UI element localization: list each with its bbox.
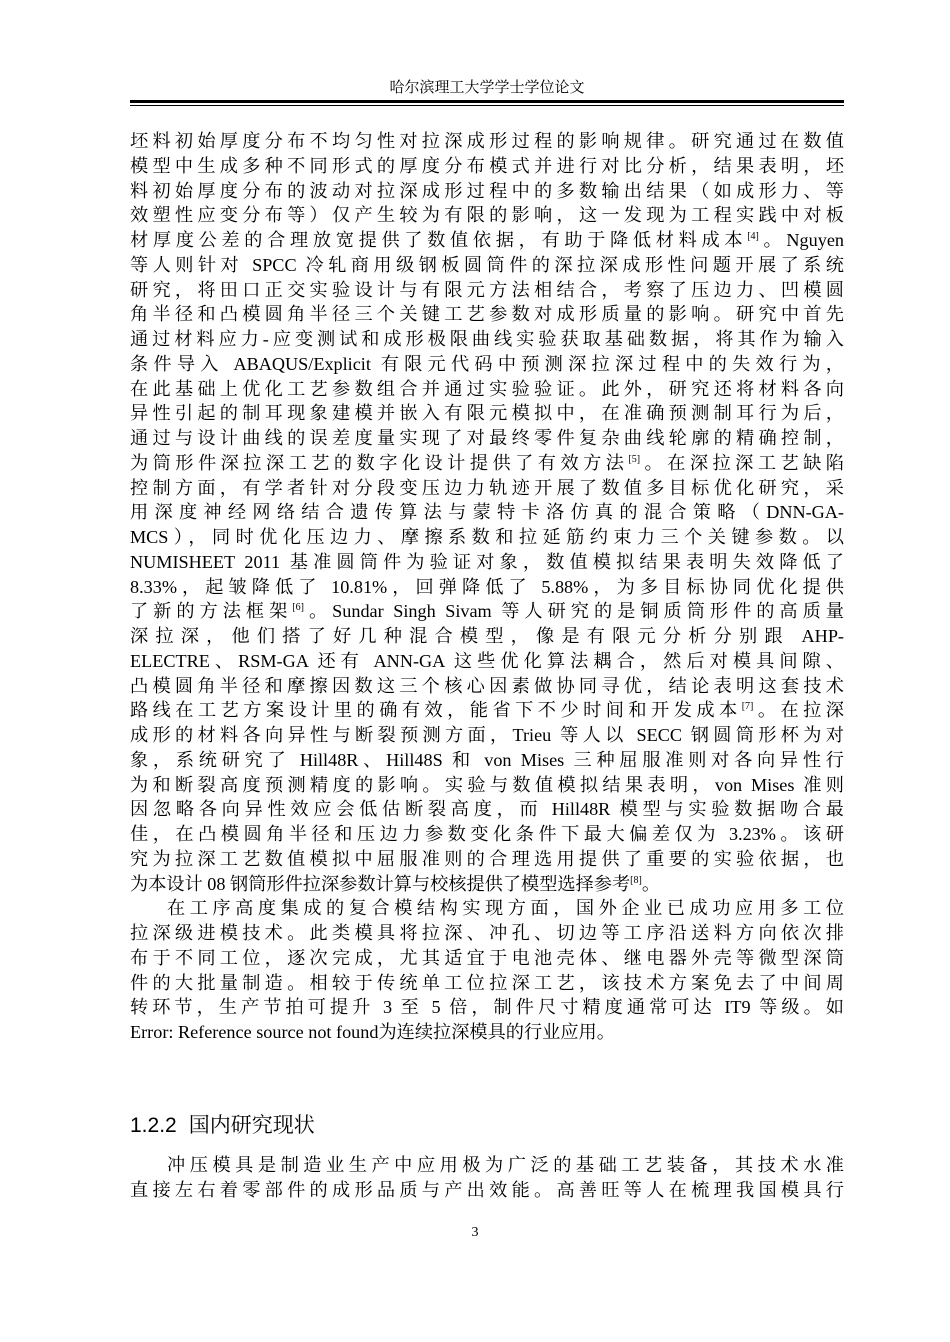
text-line: MCS），同时优化压边力、摩擦系数和拉延筋约束力三个关键参数。以 [130, 527, 844, 547]
text-line: 因忽略各向异性效应会低估断裂高度，而 Hill48R 模型与实验数据吻合最 [130, 799, 844, 820]
section-heading [130, 1111, 315, 1140]
paragraph-3 [130, 1153, 844, 1203]
text-line: 为本设计 08 钢筒形件拉深参数计算与校核提供了模型选择参考[8]。 [130, 873, 661, 894]
text-line: 为和断裂高度预测精度的影响。实验与数值模拟结果表明，von Mises 准则 [130, 774, 844, 795]
text-line: 凸模圆角半径和摩擦因数这三个核心因素做协同寻优，结论表明这套技术 [130, 675, 844, 696]
citation: [6] [292, 602, 304, 614]
text-line: Error: Reference source not found为连续拉深模具的行业应用。 [130, 1022, 615, 1042]
body-paragraphs [130, 129, 844, 1045]
text-line: 通过材料应力-应变测试和成形极限曲线实验获取基础数据，将其作为输入 [130, 329, 844, 349]
text-line: ELECTRE、RSM-GA 还有 ANN-GA 这些优化算法耦合，然后对模具间隙、 [130, 650, 844, 671]
text-line: 在此基础上优化工艺参数组合并通过实验验证。此外，研究还将材料各向 [130, 378, 844, 399]
text-line: 拉深级进模技术。此类模具将拉深、冲孔、切边等工序沿送料方向依次排 [130, 923, 844, 943]
text-line: 角半径和凸模圆角半径三个关键工艺参数对成形质量的影响。研究中首先 [130, 304, 844, 325]
text-line: 布于不同工位，逐次完成，尤其适宜于电池壳体、继电器外壳等微型深筒 [130, 947, 844, 968]
citation: [8] [630, 874, 642, 886]
citation: [4] [747, 230, 759, 242]
text-line: 转环节，生产节拍可提升 3 至 5 倍，制件尺寸精度通常可达 IT9 等级。如 [130, 997, 844, 1018]
text-line: 用深度神经网络结合遗传算法与蒙特卡洛仿真的混合策略（DNN-GA- [130, 502, 844, 523]
header-rule-thin [130, 105, 844, 106]
citation: [7] [741, 701, 754, 713]
text-line: 深拉深，他们搭了好几种混合模型，像是有限元分析分别跟 AHP- [130, 626, 844, 646]
text-line: 效塑性应变分布等）仅产生较为有限的影响，这一发现为工程实践中对板 [130, 205, 844, 226]
text-line: 直接左右着零部件的成形品质与产出效能。高善旺等人在梳理我国模具行 [130, 1180, 844, 1200]
text-line: 8.33%，起皱降低了 10.81%，回弹降低了 5.88%，为多目标协同优化提供 [130, 576, 844, 597]
text-line: 路线在工艺方案设计里的确有效，能省下不少时间和开发成本[7]。在拉深 [130, 700, 844, 721]
running-header: 哈尔滨理工大学学士学位论文 [389, 78, 585, 96]
header-rule-thick [130, 100, 844, 103]
citation: [5] [628, 453, 641, 465]
text-line: 通过与设计曲线的误差度量实现了对最终零件复杂曲线轮廓的精确控制， [130, 428, 844, 448]
page-number: 3 [471, 1225, 479, 1240]
text-line: 料初始厚度分布的波动对拉深成形过程中的多数输出结果（如成形力、等 [130, 180, 844, 201]
text-line: 件的大批量制造。相较于传统单工位拉深工艺，该技术方案免去了中间周 [130, 972, 844, 993]
text-line: 究为拉深工艺数值模拟中屈服准则的合理选用提供了重要的实验依据，也 [130, 848, 844, 869]
text-line: 材厚度公差的合理放宽提供了数值依据，有助于降低材料成本[4]。Nguyen [130, 230, 844, 250]
text-line: 条件导入 ABAQUS/Explicit 有限元代码中预测深拉深过程中的失效行为， [130, 353, 844, 374]
section-title: 国内研究现状 [188, 1113, 315, 1137]
paragraph-1 [130, 129, 844, 896]
text-line: 了新的方法框架[6]。Sundar Singh Sivam 等人研究的是铜质筒形件的高质量 [130, 601, 844, 622]
text-line: 在工序高度集成的复合模结构实现方面，国外企业已成功应用多工位 [167, 898, 844, 919]
text-line: 坯料初始厚度分布不均匀性对拉深成形过程的影响规律。研究通过在数值 [130, 131, 844, 151]
text-line: 异性引起的制耳现象建模并嵌入有限元模拟中，在准确预测制耳行为后， [130, 403, 844, 424]
text-line: 模型中生成多种不同形式的厚度分布模式并进行对比分析，结果表明，坯 [130, 155, 844, 176]
paragraph-2 [130, 896, 844, 1045]
section-number: 1.2.2 [130, 1114, 177, 1137]
text-line: 冲压模具是制造业生产中应用极为广泛的基础工艺装备，其技术水准 [167, 1155, 844, 1175]
text-line: 控制方面，有学者针对分段变压边力轨迹开展了数值多目标优化研究，采 [130, 477, 844, 498]
text-line: 象，系统研究了 Hill48R、Hill48S 和 von Mises 三种屈服准则对各向异性行 [130, 749, 844, 770]
text-line: NUMISHEET 2011 基准圆筒件为验证对象，数值模拟结果表明失效降低了 [130, 551, 844, 572]
text-line: 等人则针对 SPCC 冷轧商用级钢板圆筒件的深拉深成形性问题开展了系统 [130, 254, 844, 275]
text-line: 研究，将田口正交实验设计与有限元方法相结合，考察了压边力、凹模圆 [130, 279, 844, 300]
text-line: 成形的材料各向异性与断裂预测方面，Trieu 等人以 SECC 钢圆筒形杯为对 [130, 725, 844, 745]
text-line: 佳，在凸模圆角半径和压边力参数变化条件下最大偏差仅为 3.23%。该研 [130, 824, 844, 844]
text-line: 为筒形件深拉深工艺的数字化设计提供了有效方法[5]。在深拉深工艺缺陷 [130, 452, 844, 473]
